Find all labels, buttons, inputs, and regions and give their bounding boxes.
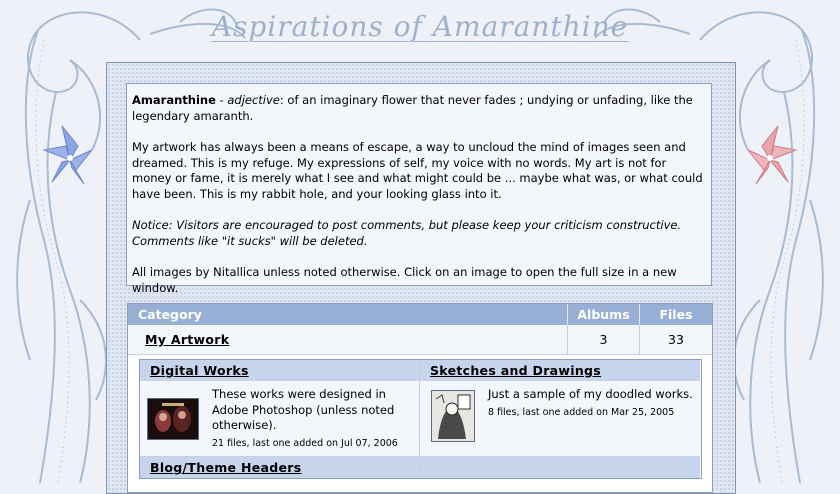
album-grid: [139, 359, 702, 479]
category-row: [128, 325, 712, 355]
album-link-blog-theme-headers[interactable]: Blog/Theme Headers: [150, 460, 302, 475]
header-files: Files: [659, 307, 693, 322]
category-link-my-artwork[interactable]: My Artwork: [145, 332, 230, 347]
album-link-digital-works[interactable]: Digital Works: [150, 363, 249, 378]
table-header: [128, 304, 712, 325]
album-thumbnail-digital-works[interactable]: [147, 398, 199, 440]
definition-term: Amaranthine: [132, 93, 216, 107]
album-blog-theme-headers: [140, 456, 420, 478]
category-album-count: 3: [568, 325, 640, 354]
album-sketches-and-drawings: [420, 360, 700, 456]
album-digital-works: [140, 360, 420, 456]
album-link-sketches-and-drawings[interactable]: Sketches and Drawings: [430, 363, 602, 378]
about-paragraph: My artwork has always been a means of escape, a way to uncloud the mind of images seen and dreamed. This is my refuge. My expressions of self, my voice with no words. My art is not for money or fame, it is merely what I see and what might could be ... maybe what was, or what could have been. This is my rabbit hole, and your looking glass into it.: [132, 140, 703, 201]
album-description: Just a sample of my doodled works.: [488, 387, 693, 401]
definition-dash: -: [215, 93, 228, 107]
intro-panel: [126, 83, 712, 295]
pink-lily-icon: [748, 126, 796, 184]
album-thumbnail-sketches[interactable]: [431, 390, 475, 442]
site-title: Aspirations of Amaranthine: [211, 10, 629, 43]
definition-text: : of an imaginary flower that never fades ; undying or unfading, like the legendary amaranth.: [132, 93, 693, 123]
part-of-speech: adjective: [227, 93, 280, 107]
definition-paragraph: [132, 93, 706, 124]
album-meta: 8 files, last one added on Mar 25, 2005: [488, 406, 675, 418]
album-description: These works were designed in Adobe Photoshop (unless noted otherwise).: [212, 387, 395, 432]
category-file-count: 33: [668, 332, 684, 347]
blue-lily-icon: [44, 126, 92, 184]
gallery-table: [127, 303, 713, 493]
header-albums: Albums: [568, 304, 640, 325]
notice-paragraph: Notice: Visitors are encouraged to post comments, but please keep your criticism constructive. Comments like "it sucks" will be deleted.: [132, 218, 682, 248]
header-category: Category: [128, 304, 568, 325]
album-meta: 21 files, last one added on Jul 07, 2006: [212, 437, 398, 449]
album-empty-cell: [420, 456, 700, 478]
credits-paragraph: All images by Nitallica unless noted otherwise. Click on an image to open the full size in a new window.: [132, 265, 677, 295]
